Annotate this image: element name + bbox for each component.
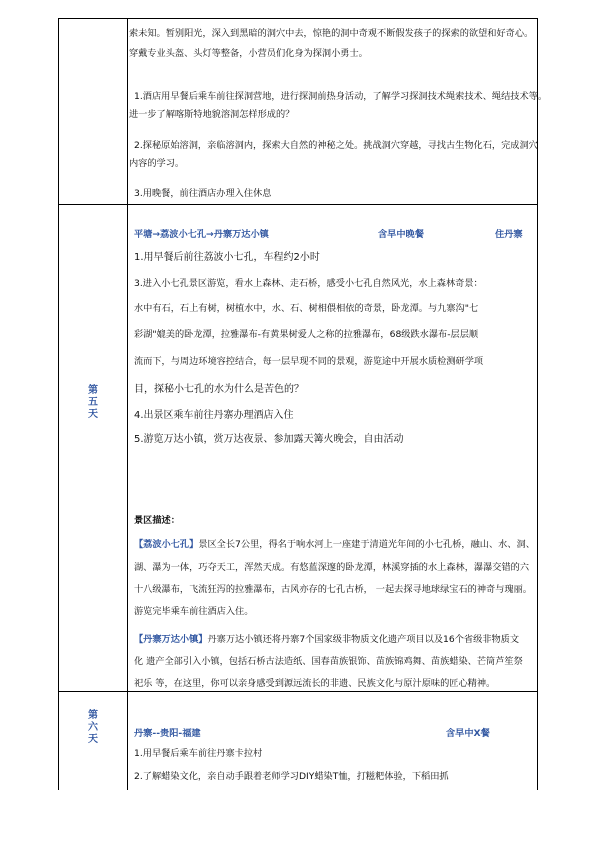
- scenic-tag-danzhai: 【丹寨万达小镇】: [134, 634, 208, 645]
- scenic-description-xiaoqikong: 【荔波小七孔】景区全长7公里，得名于响水河上一座建于清道光年间的小七孔桥，融山、水、洞、: [134, 539, 535, 550]
- scenic-description-line: 祀乐 等，在这里，你可以亲身感受到源远流长的非遗、民族文化与原汁原味的匠心精神。: [134, 678, 496, 689]
- activity-item-2: 2.探秘原始溶洞，亲临溶洞内，探索大自然的神秘之处。挑战洞穴穿越，寻找古生物化石，完成洞穴: [134, 140, 538, 151]
- scenic-description-line: 十八级瀑布，飞流狂泻的拉雅瀑布，古风亦存的七孔古桥， 一起去探寻地球绿宝石的神奇与瑰丽。: [134, 584, 532, 595]
- activity-item-1: 1.酒店用早餐后乘车前往探洞营地，进行探洞前热身活动，了解学习探洞技术绳索技术、绳结技术等。: [134, 91, 548, 102]
- day6-meals: 含早中X餐: [446, 728, 490, 739]
- scenic-description-line: 化 遗产全部引入小镇，包括石桥古法造纸、国春苗族银饰、苗族锦鸡舞、苗族蜡染、芒筒芦笙祭: [134, 656, 523, 667]
- activity-item-1-cont: 进一步了解喀斯特地貌溶洞怎样形成的？: [129, 109, 295, 120]
- day5-meals: 含早中晚餐: [378, 229, 424, 240]
- intro-line: 穿戴专业头盔、头灯等整备，小营员们化身为探洞小勇士。: [129, 48, 368, 59]
- activity-item-3: 3.用晚餐，前往酒店办理入住休息: [134, 188, 272, 199]
- scenic-description-title: 景区描述：: [134, 515, 180, 526]
- day-label-6: 第 六 天: [88, 710, 98, 745]
- day5-stay: 住丹寨: [495, 229, 523, 240]
- intro-line: 索未知。暂别阳光，深入到黑暗的洞穴中去，惊艳的洞中奇观不断假发孩子的探索的欲望和好奇心。: [129, 28, 534, 39]
- day5-item: 4.出景区乘车前往丹寨办理酒店入住: [134, 410, 294, 421]
- day5-item: 彩湖"媲美的卧龙潭，拉雅瀑布-有黄果树爱人之称的拉雅瀑布，68级跌水瀑布-层层顺: [134, 329, 479, 340]
- day5-item: 目，探秘小七孔的水为什么是苦色的？: [134, 384, 304, 395]
- day6-item: 1.用早餐后乘车前往丹寨卡拉村: [134, 748, 263, 759]
- activity-item-2-cont: 内容的学习。: [129, 158, 185, 169]
- day5-item: 5.游览万达小镇，赏万达夜景、参加露天篝火晚会，自由活动: [134, 434, 404, 445]
- table-top-border: [58, 18, 538, 19]
- scenic-description-danzhai: 【丹寨万达小镇】丹寨万达小镇还将丹寨7个国家级非物质文化遗产项目以及16个省级非物质文: [134, 634, 520, 645]
- scenic-tag-xiaoqikong: 【荔波小七孔】: [134, 539, 199, 550]
- day5-item: 1.用早餐后前往荔波小七孔，车程约2小时: [134, 252, 320, 263]
- day5-item: 3.进入小七孔景区游览，看水上森林、走石桥，感受小七孔自然风光，水上森林奇景：: [134, 278, 483, 289]
- day6-route: 丹寨--贵阳-福建: [134, 728, 201, 739]
- table-column-divider: [127, 18, 128, 790]
- table-right-border: [537, 18, 538, 790]
- day5-route: 平塘→荔波小七孔→丹寨万达小镇: [134, 229, 269, 240]
- day5-item: 流而下，与周边环境容控结合，每一层早现不同的景观，游览途中开展水质检测研学项: [134, 356, 484, 367]
- day5-item: 水中有石，石上有树，树植水中，水、石、树相偎相依的奇景，卧龙潭。与九寨沟"七: [134, 303, 479, 314]
- scenic-description-line: 湖、瀑为一体，巧夺天工，浑然天成。有悠蓝深邃的卧龙潭，林溪穿插的水上森林，瀑瀑交错的六: [134, 562, 530, 573]
- day6-item: 2.了解蜡染文化，亲自动手跟着老师学习DIY蜡染T恤，打糍粑体验，下稻田抓: [134, 771, 449, 782]
- row-divider-day5: [58, 204, 538, 205]
- day-label-5: 第 五 天: [88, 385, 98, 420]
- table-left-border: [58, 18, 59, 790]
- scenic-description-line: 游览完毕乘车前往酒店入住。: [134, 606, 254, 617]
- row-divider-day6: [58, 691, 538, 692]
